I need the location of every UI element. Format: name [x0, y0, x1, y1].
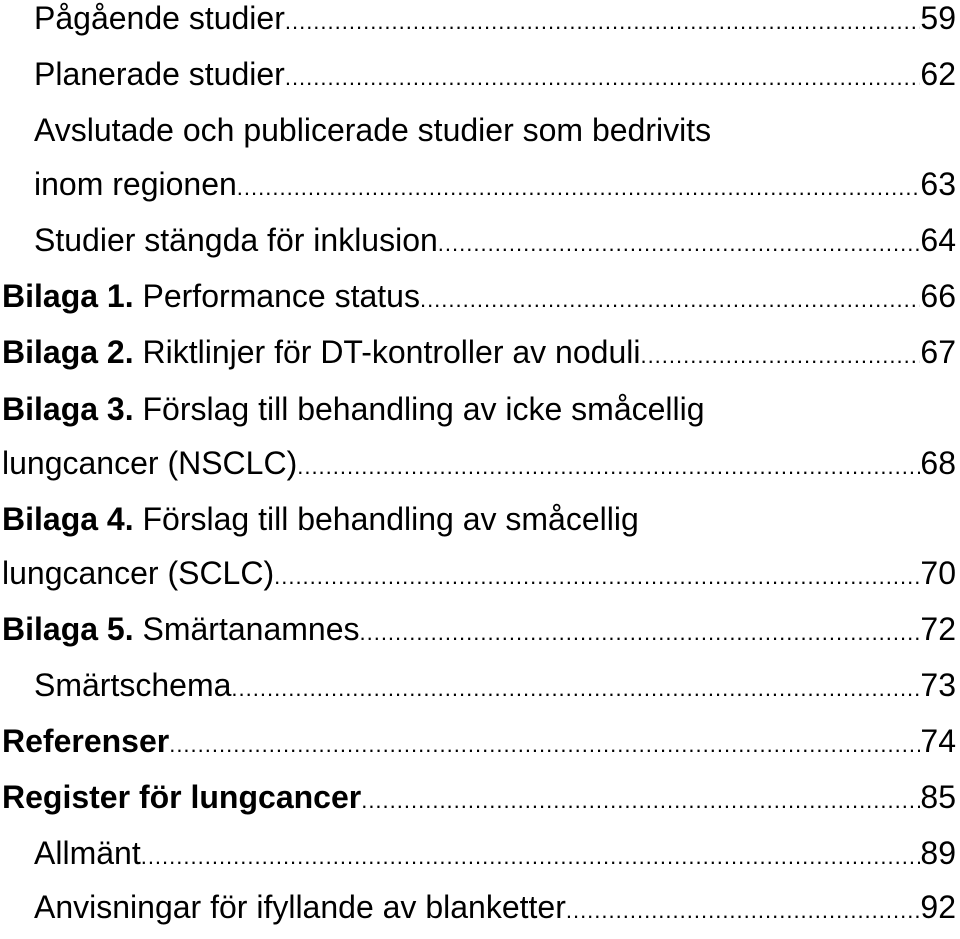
toc-entry-page-number: 74 — [920, 723, 956, 759]
toc-entry-title: Riktlinjer för DT-kontroller av noduli — [133, 334, 641, 370]
toc-entry-bold-prefix: Bilaga 2. — [2, 334, 134, 370]
toc-entry-avslutade-studier-line1[interactable] — [0, 102, 960, 158]
toc-entry-bilaga-2[interactable] — [0, 324, 960, 380]
toc-entry-title: lungcancer (SCLC) — [2, 555, 275, 591]
toc-entry-title: Allmänt — [34, 835, 141, 871]
toc-entry-smartschema[interactable] — [0, 657, 960, 713]
toc-entry-page-number: 59 — [920, 0, 956, 36]
toc-entry-title: Performance status — [133, 278, 420, 314]
toc-entry-title: Studier stängda för inklusion — [34, 222, 438, 258]
toc-entry-page-number: 73 — [920, 667, 956, 703]
toc-entry-title: Planerade studier — [34, 56, 285, 92]
toc-entry-page-number: 89 — [920, 835, 956, 871]
toc-entry-page-number: 67 — [920, 334, 956, 370]
toc-entry-title: Förslag till behandling av småcellig — [133, 501, 639, 537]
toc-entry-bilaga-3-line2[interactable] — [0, 435, 960, 491]
dot-leader — [285, 50, 921, 106]
toc-entry-page-number: 72 — [920, 611, 956, 647]
toc-entry-bilaga-4-line2[interactable] — [0, 545, 960, 601]
dot-leader — [438, 216, 921, 272]
toc-entry-title: Anvisningar för ifyllande av blanketter — [34, 889, 566, 925]
dot-leader — [231, 661, 920, 717]
toc-entry-bilaga-5[interactable] — [0, 601, 960, 657]
dot-leader — [359, 605, 920, 661]
dot-leader — [640, 328, 920, 384]
toc-entry-bold-prefix: Bilaga 1. — [2, 278, 134, 314]
toc-entry-allmant[interactable] — [0, 825, 960, 881]
dot-leader — [566, 883, 921, 939]
dot-leader — [297, 439, 920, 495]
toc-entry-page-number: 85 — [920, 779, 956, 815]
toc-entry-bold-prefix: Bilaga 5. — [2, 611, 134, 647]
dot-leader — [274, 549, 920, 605]
toc-entry-page-number: 68 — [920, 445, 956, 481]
toc-entry-page-number: 66 — [920, 278, 956, 314]
dot-leader — [169, 717, 920, 773]
toc-entry-title: Avslutade och publicerade studier som bedrivits — [34, 112, 712, 148]
toc-entry-bold-prefix: Register för lungcancer — [2, 779, 362, 815]
toc-entry-studier-stangda[interactable] — [0, 212, 960, 268]
toc-entry-page-number: 62 — [920, 56, 956, 92]
toc-entry-bilaga-4-line1[interactable] — [0, 491, 960, 547]
dot-leader — [141, 829, 921, 885]
toc-entry-register-for-lungcancer[interactable] — [0, 769, 960, 825]
toc-entry-title: Smärtschema — [34, 667, 232, 703]
dot-leader — [237, 160, 921, 216]
toc-entry-bold-prefix: Bilaga 3. — [2, 391, 134, 427]
toc-entry-title: lungcancer (NSCLC) — [2, 445, 298, 481]
toc-entry-bold-prefix: Referenser — [2, 723, 170, 759]
toc-entry-bilaga-3-line1[interactable] — [0, 381, 960, 437]
toc-entry-title: Smärtanamnes — [133, 611, 360, 647]
toc-entry-title: inom regionen — [34, 166, 237, 202]
dot-leader — [285, 0, 921, 50]
toc-entry-bold-prefix: Bilaga 4. — [2, 501, 134, 537]
toc-entry-avslutade-studier-line2[interactable] — [0, 156, 960, 212]
dot-leader — [420, 272, 920, 328]
toc-entry-planerade-studier[interactable] — [0, 46, 960, 102]
toc-entry-title: Förslag till behandling av icke småcellig — [133, 391, 705, 427]
toc-entry-page-number: 63 — [920, 166, 956, 202]
toc-entry-page-number: 70 — [920, 555, 956, 591]
toc-entry-page-number: 64 — [920, 222, 956, 258]
toc-entry-pagaende-studier[interactable] — [0, 0, 960, 46]
dot-leader — [361, 773, 920, 829]
toc-entry-referenser[interactable] — [0, 713, 960, 769]
toc-entry-page-number: 92 — [920, 889, 956, 925]
toc-entry-bilaga-1[interactable] — [0, 268, 960, 324]
toc-entry-title: Pågående studier — [34, 0, 285, 36]
